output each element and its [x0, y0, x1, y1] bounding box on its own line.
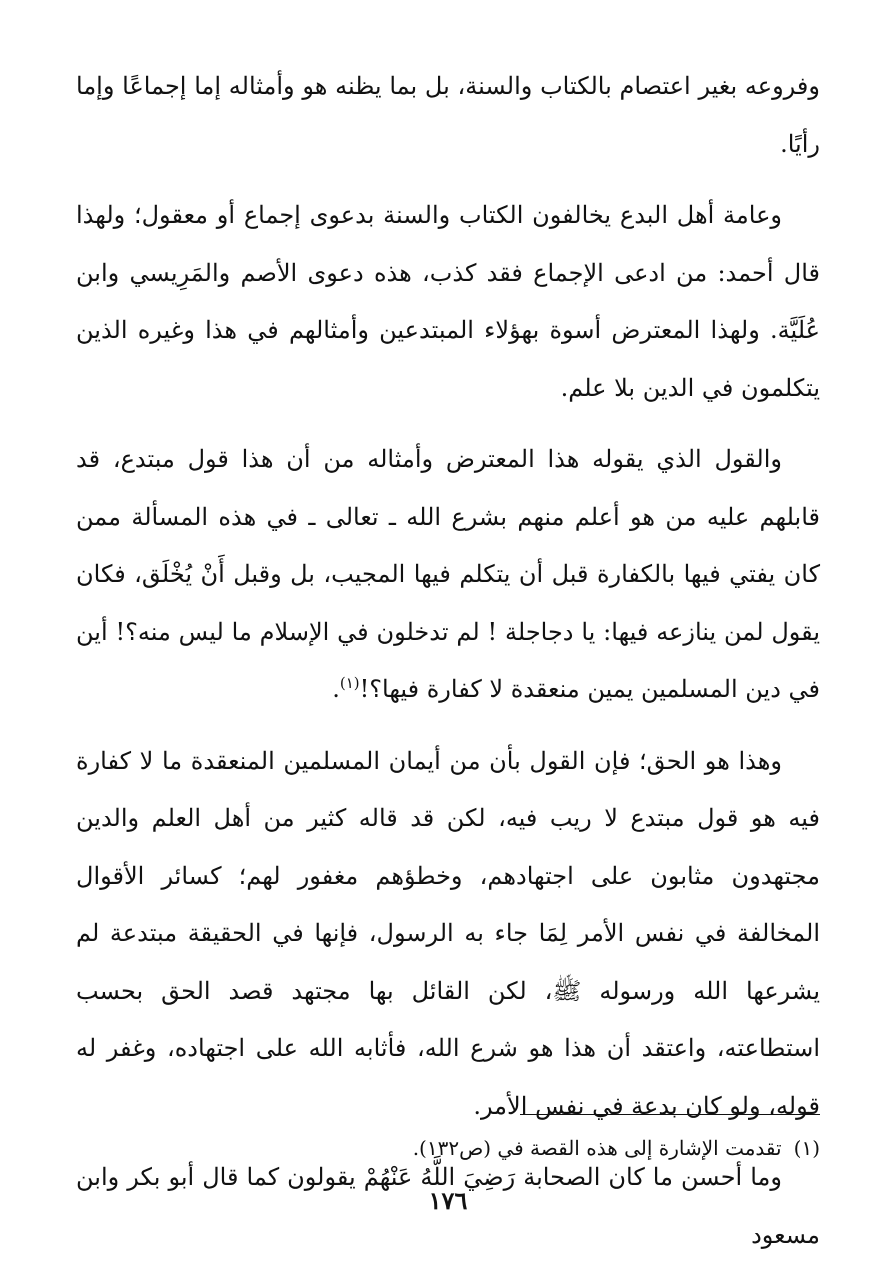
page-number: ١٧٦	[428, 1186, 468, 1215]
paragraph-3	[76, 431, 820, 719]
paragraph-3-text: والقول الذي يقوله هذا المعترض وأمثاله من أن هذا قول مبتدع، قد قابلهم عليه من هو أعلم منهم بشرع الله ـ تعالى ـ في هذه المسألة ممن كان يفتي فيها بالكفارة قبل أن يتكلم فيها المجيب، بل وقبل أَنْ يُخْلَق، فكان يقول لمن ينازعه فيها: يا دجاجلة ! لم تدخلون في الإسلام ما ليس منه؟! أين في دين المسلمين يمين منعقدة لا كفارة فيها؟!	[76, 445, 821, 703]
footnote-divider	[520, 1114, 820, 1115]
paragraph-1: وفروعه بغير اعتصام بالكتاب والسنة، بل بما يظنه هو وأمثاله إما إجماعًا وإما رأيًا.	[76, 72, 820, 158]
period: .	[332, 675, 340, 703]
footnote-text: تقدمت الإشارة إلى هذه القصة في (ص١٣٢).	[412, 1136, 782, 1160]
main-text	[76, 58, 820, 1264]
page	[76, 58, 821, 1249]
paragraph-4: وهذا هو الحق؛ فإن القول بأن من أيمان المسلمين المنعقدة ما لا كفارة فيه هو قول مبتدع لا ريب فيه، لكن قد قاله كثير من أهل العلم والدين مجتهدون مثابون على اجتهادهم، وخطؤهم مغفور لهم؛ كسائر الأقوال المخالفة في نفس الأمر لِمَا جاء به الرسول، فإنها في الحقيقة مبتدعة لم يشرعها الله ورسوله ﷺ، لكن القائل بها مجتهد قصد الحق بحسب استطاعته، واعتقد أن هذا هو شرع الله، فأثابه الله على اجتهاده، وغفر له قوله، ولو كان بدعة في نفس الأمر.	[76, 746, 820, 1120]
footnote-reference: (١)	[339, 674, 360, 692]
paragraph-2: وعامة أهل البدع يخالفون الكتاب والسنة بدعوى إجماع أو معقول؛ ولهذا قال أحمد: من ادعى الإجماع فقد كذب، هذه دعوى الأصم والمَرِيسي وابن عُلَيَّة. ولهذا المعترض أسوة بهؤلاء المبتدعين وأمثالهم في هذا وغيره الذين يتكلمون في الدين بلا علم.	[76, 201, 820, 402]
paragraph-5: وما أحسن ما كان الصحابة رَضِيَ اللَّهُ عَنْهُمْ يقولون كما قال أبو بكر وابن مسعود	[76, 1163, 820, 1249]
footnote	[76, 1130, 820, 1166]
footnote-number: (١)	[793, 1136, 820, 1160]
